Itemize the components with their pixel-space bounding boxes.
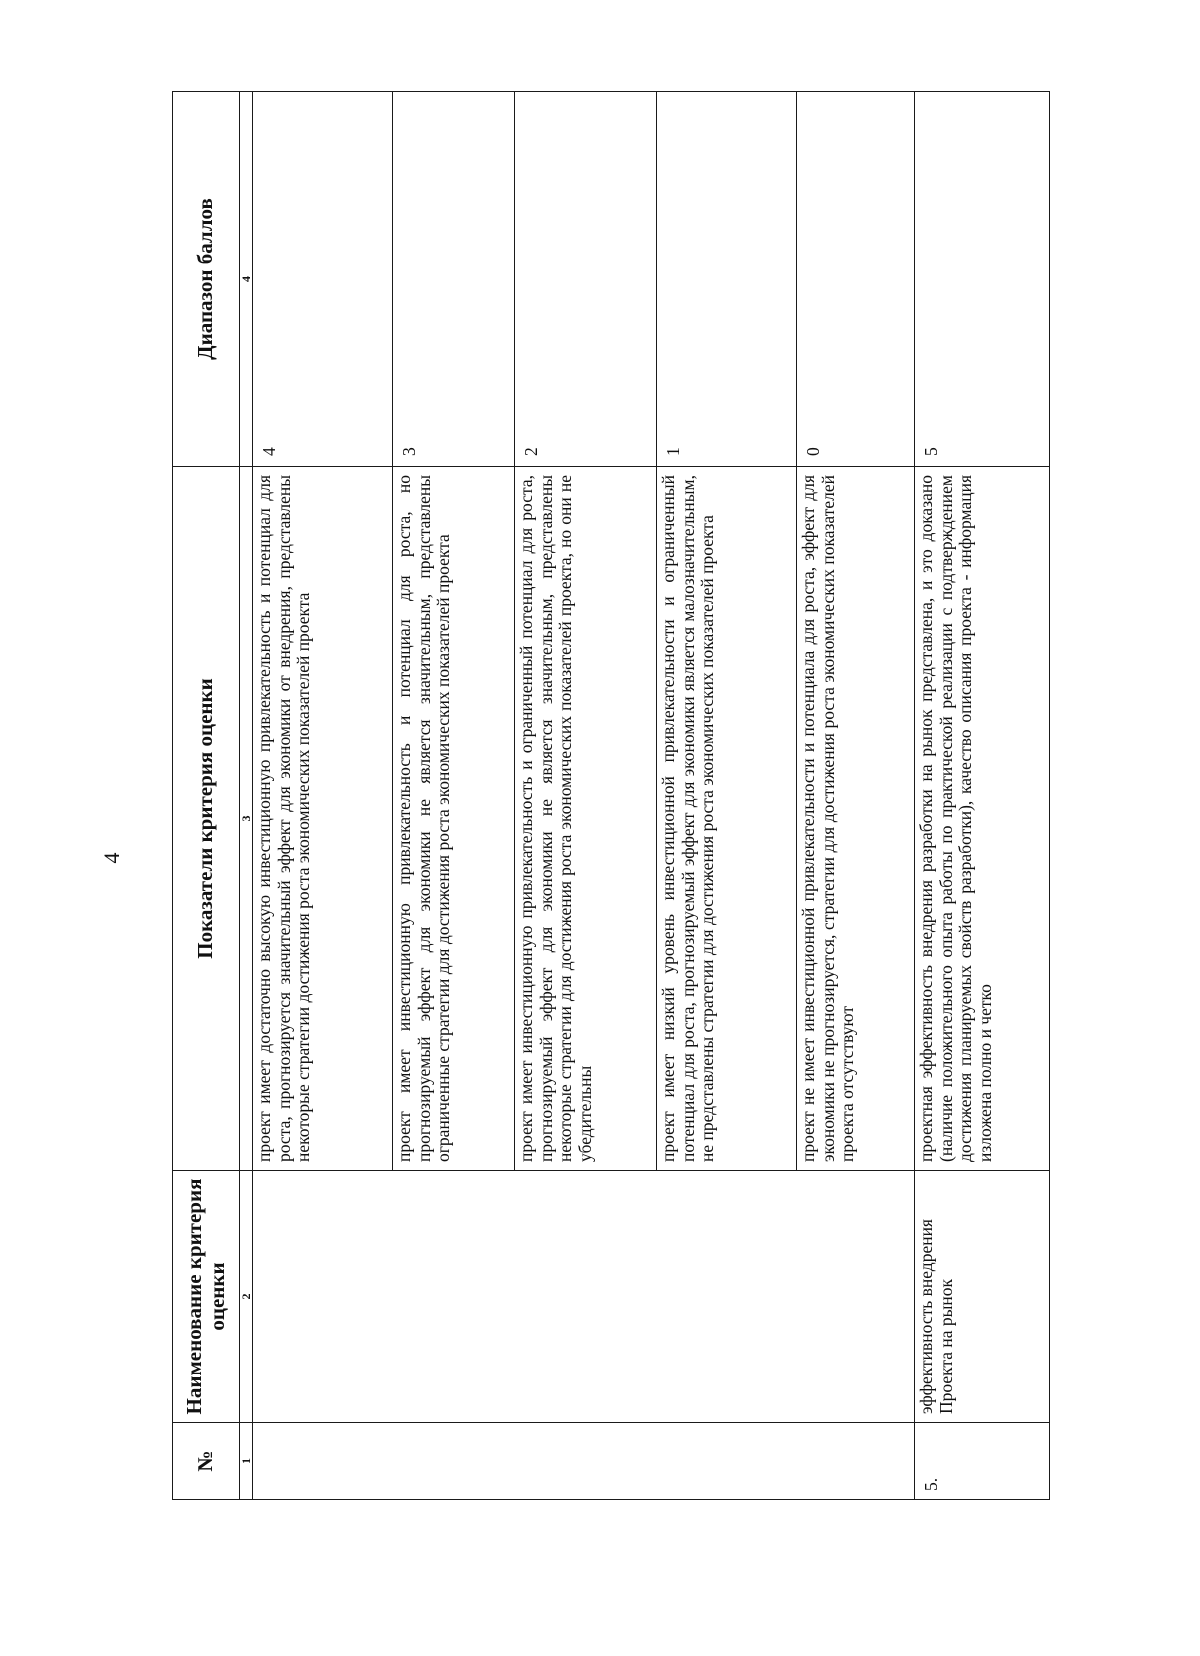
header-no: № xyxy=(173,1423,240,1500)
indicator-cell: проект не имеет инвестиционной привлекательности и потенциала для роста, эффект для экономики не прогнозируется, стратегии для достижения роста экономических показателей проекта отсутствуют xyxy=(797,467,915,1171)
column-number: 1 xyxy=(240,1423,253,1500)
column-number-row xyxy=(240,92,253,1500)
header-score-range: Диапазон баллов xyxy=(173,92,240,467)
row-number-cell: 5. xyxy=(915,1423,1050,1500)
criterion-name-cell: эффективность внедрения Проекта на рынок xyxy=(915,1171,1050,1423)
score-cell: 1 xyxy=(657,92,797,467)
table-row xyxy=(253,92,393,1500)
header-row xyxy=(173,92,240,1500)
criteria-sheet xyxy=(172,92,1065,1500)
criteria-table xyxy=(172,91,1050,1500)
indicator-cell: проект имеет низкий уровень инвестиционной привлекательности и ограниченный потенциал для роста, прогнозируемый эффект для экономики является малозначительным, не представлены стратегии для достижения роста экономических показателей проекта xyxy=(657,467,797,1171)
indicator-cell: проект имеет достаточно высокую инвестиционную привлекательность и потенциал для роста, прогнозируется значительный эффект для экономики от внедрения, представлены некоторые стратегии достижения роста экономических показателей проекта xyxy=(253,467,393,1171)
indicator-cell: проектная эффективность внедрения разработки на рынок представлена, и это доказано (наличие положительного опыта работы по практической реализации с подтверждением достижения планируемых свойств разработки), качество описания проекта - информация изложена полно и четко xyxy=(915,467,1050,1171)
column-number: 3 xyxy=(240,467,253,1171)
score-cell: 0 xyxy=(797,92,915,467)
score-cell: 3 xyxy=(393,92,515,467)
row-number-cell xyxy=(253,1423,915,1500)
score-cell: 2 xyxy=(515,92,657,467)
criterion-name-cell xyxy=(253,1171,915,1423)
indicator-cell: проект имеет инвестиционную привлекательность и ограниченный потенциал для роста, прогнозируемый эффект для экономики не является значительным, представлены некоторые стратегии для достижения роста экономических показателей проекта, но они не убедительны xyxy=(515,467,657,1171)
header-indicators: Показатели критерия оценки xyxy=(173,467,240,1171)
score-cell: 4 xyxy=(253,92,393,467)
column-number: 2 xyxy=(240,1171,253,1423)
table-row xyxy=(915,92,1050,1500)
indicator-cell: проект имеет инвестиционную привлекательность и потенциал для роста, но прогнозируемый эффект для экономики не является значительным, представлены ограниченные стратегии для достижения роста экономических показателей проекта xyxy=(393,467,515,1171)
page-number: 4 xyxy=(99,852,124,864)
column-number: 4 xyxy=(240,92,253,467)
header-criterion-name: Наименование критерия оценки xyxy=(173,1171,240,1423)
score-cell: 5 xyxy=(915,92,1050,467)
